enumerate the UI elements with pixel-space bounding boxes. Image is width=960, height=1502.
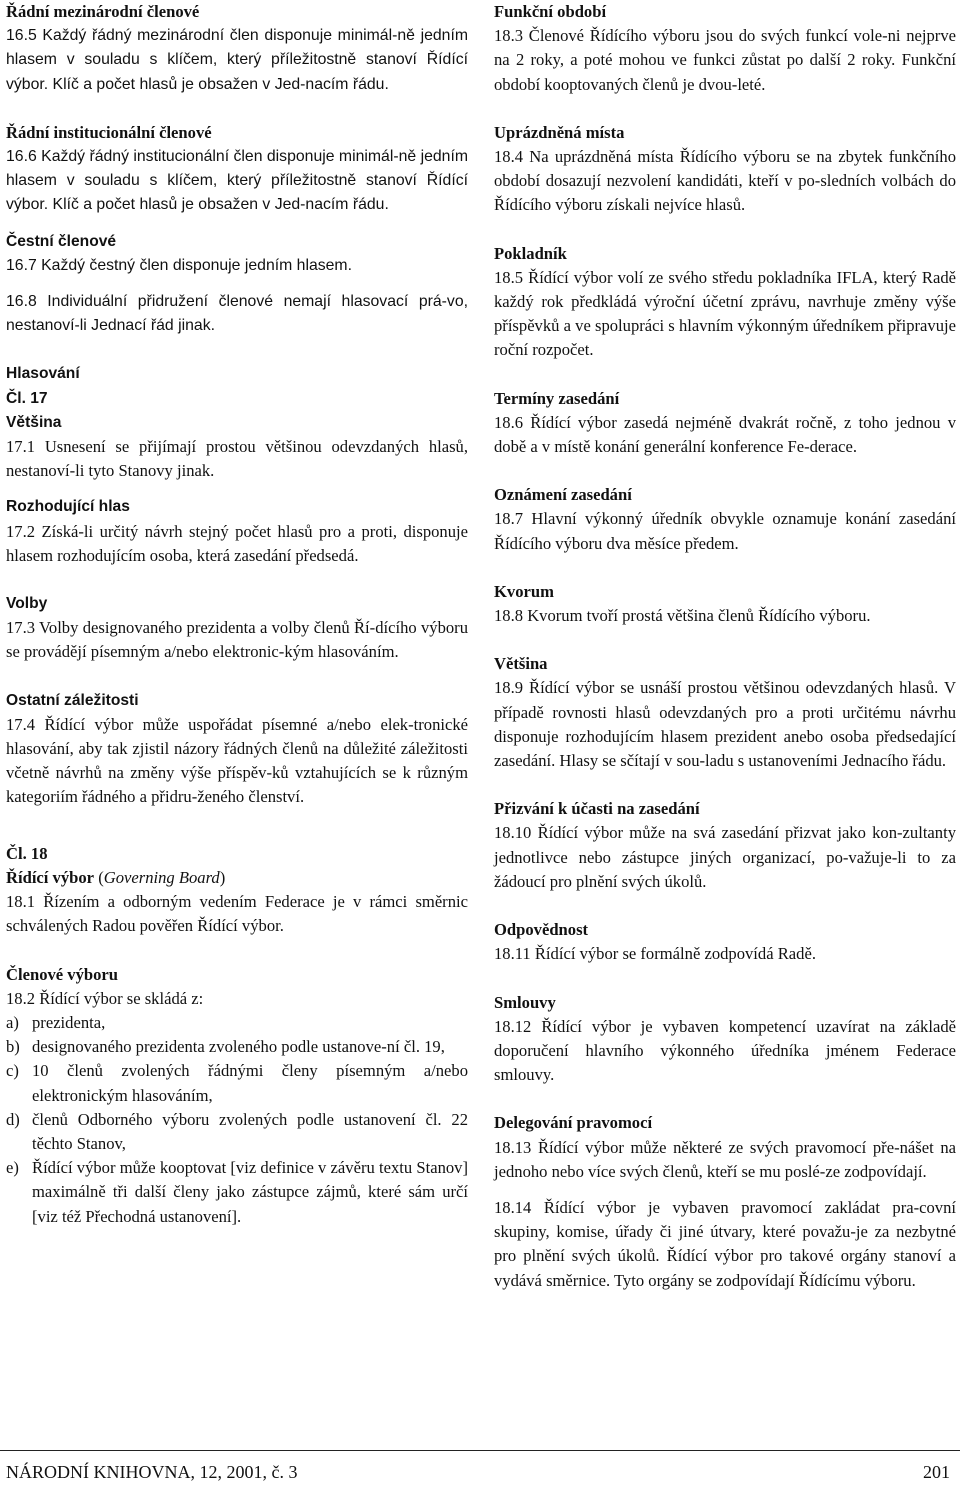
heading-radni-mezinarodni: Řádní mezinárodní členové bbox=[6, 2, 200, 21]
heading-delegovani-pravomoci: Delegování pravomocí bbox=[494, 1113, 653, 1133]
list-item-text: designovaného prezidenta zvoleného podle ustanove-ní čl. 19, bbox=[32, 1037, 445, 1057]
heading-cestni-clenove: Čestní členové bbox=[6, 232, 117, 250]
paragraph-18-4: 18.4 Na uprázdněná místa Řídícího výboru se na zbytek funkčního období dosazují nezvolení kandidáti, kteří v po-sledních volbách do Řídícího výboru získali nejvíce hlasů. bbox=[494, 147, 956, 215]
heading-ostatni-zalezitosti: Ostatní záležitosti bbox=[6, 691, 139, 709]
members-list bbox=[6, 1011, 468, 1229]
paragraph-18-10: 18.10 Řídící výbor může na svá zasedání přizvat jako kon-zultanty jednotlivce nebo zástupce jiných organizací, po-važuje-li to za žádoucí pro plnění svých úkolů. bbox=[494, 823, 956, 891]
heading-ridici-vybor bbox=[6, 866, 468, 890]
paragraph-18-3: 18.3 Členové Řídícího výboru jsou do svých funkcí vole-ni nejprve na 2 roky, a poté mohou ve funkci zůstat po další 2 roky. Funkční období kooptovaných členů je dvou-leté. bbox=[494, 26, 956, 94]
heading-vetsina: Většina bbox=[6, 413, 62, 431]
heading-volby: Volby bbox=[6, 595, 48, 613]
heading-prizvani: Přizvání k účasti na zasedání bbox=[494, 799, 700, 819]
paragraph-17-3: 17.3 Volby designovaného prezidenta a volby členů Ří-dícího výboru se provádějí písemným a/nebo elektronic-kým hlasováním. bbox=[6, 618, 468, 662]
list-item-label: a) bbox=[6, 1012, 19, 1032]
paragraph-17-4: 17.4 Řídící výbor může uspořádat písemné a/nebo elek-tronické hlasování, aby tak zjistil názory řádných členů na důležité záležitosti včetně návrhů na změny výše příspěv-ků vztahujících se k různým kategoriím řádného a přidru-ženého členství. bbox=[6, 714, 468, 807]
footer-page-number: 201 bbox=[923, 1462, 950, 1482]
list-item bbox=[6, 1156, 468, 1229]
left-column bbox=[6, 0, 468, 1229]
paragraph-18-5: 18.5 Řídící výbor volí ze svého středu pokladníka IFLA, který Radě každý rok předkládá výroční účetní zprávu, navrhuje změny výše příspěvků a ve spolupráci s hlavním výkonným úředníkem připravuje roční rozpočet. bbox=[494, 267, 956, 360]
heading-odpovednost: Odpovědnost bbox=[494, 920, 589, 940]
paragraph-16-6: 16.6 Každý řádný institucionální člen disponuje minimál-ně jedním hlasem v souladu s klíčem, který příležitostně stanoví Řídící výbor. Klíč a počet hlasů je obsažen v Jed-nacím řádu. bbox=[6, 148, 468, 214]
heading-vetsina-vybor: Většina bbox=[494, 654, 548, 674]
paragraph-16-8: 16.8 Individuální přidružení členové nemají hlasovací prá-vo, nestanoví-li Jednací řád jinak. bbox=[6, 293, 468, 335]
list-item bbox=[6, 1011, 468, 1035]
heading-rozhodujici-hlas: Rozhodující hlas bbox=[6, 498, 130, 516]
heading-funkcni-obdobi: Funkční období bbox=[494, 2, 607, 21]
list-item-label: d) bbox=[6, 1109, 20, 1129]
list-item-label: e) bbox=[6, 1158, 19, 1178]
heading-kvorum: Kvorum bbox=[494, 581, 554, 601]
paragraph-16-7: 16.7 Každý čestný člen disponuje jedním hlasem. bbox=[6, 256, 352, 274]
footer-divider bbox=[0, 1450, 960, 1451]
heading-clanek-18: Čl. 18 bbox=[6, 843, 48, 863]
paragraph-18-7: 18.7 Hlavní výkonný úředník obvykle oznamuje konání zasedání Řídícího výboru dva měsíce předem. bbox=[494, 509, 956, 553]
heading-hlasovani: Hlasování bbox=[6, 365, 80, 383]
heading-smlouvy: Smlouvy bbox=[494, 992, 556, 1012]
heading-oznameni-zasedani: Oznámení zasedání bbox=[494, 485, 632, 505]
paragraph-18-9: 18.9 Řídící výbor se usnáší prostou většinou odevzdaných hlasů. V případě rovnosti hlasů odevzdaných pro a proti určitému návrhu disponuje rozhodujícím hlasem prezident anebo osoba předsedající zasedání. Hlasy se sčítají v sou-ladu s ustanoveními Jednacího řádu. bbox=[494, 678, 956, 771]
heading-clanek-17: Čl. 17 bbox=[6, 389, 48, 407]
heading-ridici-vybor-main: Řídící výbor bbox=[6, 867, 95, 887]
paragraph-18-14: 18.14 Řídící výbor je vybaven pravomocí zakládat pra-covní skupiny, komise, úřady či jiné útvary, které považu-je za nezbytné pro plnění svých úkolů. Řídící výbor pro takové orgány stanoví a vydává směrnice. Tyto orgány se zodpovídají Řídícímu výboru. bbox=[494, 1197, 956, 1290]
heading-pokladnik: Pokladník bbox=[494, 243, 567, 263]
heading-governing-board: Governing Board bbox=[103, 867, 220, 887]
paragraph-16-5: 16.5 Každý řádný mezinárodní člen disponuje minimál-ně jedním hlasem v souladu s klíčem, který příležitostně stanoví Řídící výbor. Klíč a počet hlasů je obsažen v Jed-nacím řádu. bbox=[6, 27, 468, 93]
right-column bbox=[494, 0, 956, 1293]
footer-journal: NÁRODNÍ KNIHOVNA, 12, 2001, č. 3 bbox=[6, 1462, 298, 1482]
paragraph-18-11: 18.11 Řídící výbor se formálně zodpovídá Radě. bbox=[494, 944, 816, 964]
paragraph-18-6: 18.6 Řídící výbor zasedá nejméně dvakrát ročně, z toho jednou v době a v místě konání generální konference Fe-derace. bbox=[494, 412, 956, 457]
heading-paren-close: ) bbox=[219, 867, 226, 887]
paragraph-18-1: 18.1 Řízením a odborným vedením Federace je v rámci směrnic schválených Radou pověřen Řídící výbor. bbox=[6, 892, 468, 936]
list-item-label: c) bbox=[6, 1061, 19, 1081]
paragraph-18-2: 18.2 Řídící výbor se skládá z: bbox=[6, 988, 204, 1008]
list-item-text: prezidenta, bbox=[32, 1012, 106, 1032]
list-item bbox=[6, 1059, 468, 1107]
list-item-label: b) bbox=[6, 1037, 20, 1057]
paragraph-17-1: 17.1 Usnesení se přijímají prostou většinou odevzdaných hlasů, nestanoví-li tyto Stanovy jinak. bbox=[6, 437, 468, 481]
list-item bbox=[6, 1108, 468, 1156]
heading-paren-open: ( bbox=[94, 867, 104, 887]
list-item-text: členů Odborného výboru zvolených podle ustanovení čl. 22 těchto Stanov, bbox=[32, 1109, 468, 1153]
list-item-text: Řídící výbor může kooptovat [viz definice v závěru textu Stanov] maximálně tři další členy jako zástupce zájmů, které sám určí [viz též Přechodná ustanovení]. bbox=[32, 1158, 468, 1226]
paragraph-17-2: 17.2 Získá-li určitý návrh stejný počet hlasů pro a proti, disponuje hlasem rozhodujícím osoba, která zasedání předsedá. bbox=[6, 521, 468, 565]
heading-radni-institucionalni: Řádní institucionální členové bbox=[6, 122, 212, 142]
list-item bbox=[6, 1035, 468, 1059]
heading-uprazdnena-mista: Uprázdněná místa bbox=[494, 122, 625, 142]
paragraph-18-12: 18.12 Řídící výbor je vybaven kompetencí uzavírat na základě doporučení hlavního výkonného úředníka jménem Federace smlouvy. bbox=[494, 1016, 956, 1085]
heading-clenove-vyboru: Členové výboru bbox=[6, 964, 119, 984]
paragraph-18-13: 18.13 Řídící výbor může některé ze svých pravomocí pře-nášet na jednoho nebo více svých členů, kteří se mu poslé-ze zodpovídají. bbox=[494, 1137, 956, 1181]
list-item-text: 10 členů zvolených řádnými členy písemným a/nebo elektronickým hlasováním, bbox=[32, 1061, 468, 1105]
heading-terminy-zasedani: Termíny zasedání bbox=[494, 388, 620, 408]
paragraph-18-8: 18.8 Kvorum tvoří prostá většina členů Řídícího výboru. bbox=[494, 606, 871, 626]
